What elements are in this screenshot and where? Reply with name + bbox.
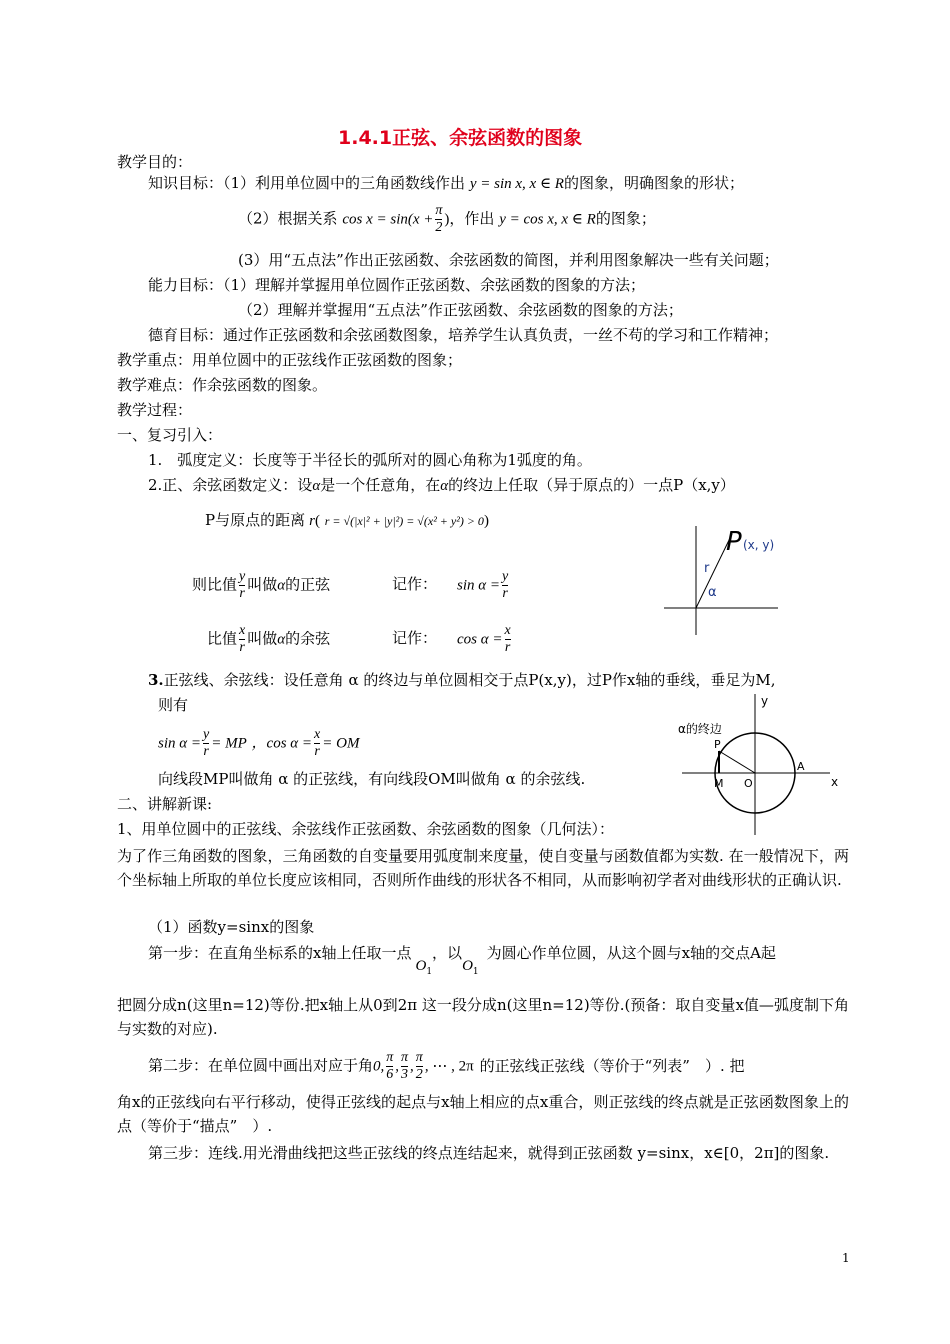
then-we-have: 则有: [158, 696, 189, 714]
k1-formula: y = sin x, x ∈ R: [469, 176, 564, 192]
radian-measure-paragraph: 为了作三角函数的图象，三角函数的自变量要用弧度制来度量，使自变量与函数值都为实数. 在一般情况下，两个坐标轴上所取的单位长度应该相同，否则所作曲线的形状各不相同，从而影响初学者对曲线形状的正确认识.: [117, 847, 849, 889]
point-m-label: M: [714, 777, 724, 790]
origin-label: O: [744, 777, 753, 790]
point-coords-label: (x, y): [743, 538, 775, 552]
knowledge-objective-1: 知识目标：（1）利用单位圆中的三角函数线作出 y = sin x, x ∈ R的图象，明确图象的形状；: [148, 174, 744, 192]
angle-label: α: [708, 585, 717, 600]
step-three: 第三步：连线.用光滑曲线把这些正弦线的终点连结起来，就得到正弦函数 y=sinx，x∈[0，2π]的图象.: [148, 1144, 830, 1162]
trig-lines-formula: sin α = $\frac{y}{r}$ = MP ，cos α = $\frac{x}{r}$ = OM: [158, 727, 360, 759]
teaching-difficulty: 教学难点：作余弦函数的图象。: [117, 376, 328, 394]
distance-formula: P与原点的距离 r( r = √(|x|² + |y|²) = √(x² + y²) > 0): [205, 511, 489, 529]
y-axis-label: y: [761, 694, 769, 708]
unit-circle-figure: [660, 690, 850, 840]
objectives-heading: 教学目的：: [117, 153, 193, 171]
cosine-notation-label: 记作：: [392, 629, 438, 647]
radian-definition: 1. 弧度定义：长度等于半径长的弧所对的圆心角称为1弧度的角。: [148, 451, 592, 469]
page-number: 1: [842, 1251, 850, 1265]
trig-lines-definition: 3.正弦线、余弦线：设任意角 α 的终边与单位圆相交于点P(x,y)，过P作x轴的垂线，垂足为M,: [148, 671, 776, 689]
x-axis-label: x: [831, 775, 839, 789]
point-p-label: P: [714, 738, 721, 751]
sine-notation-label: 记作：: [392, 575, 438, 593]
terminal-side-label: α的终边: [678, 722, 722, 736]
new-lesson-heading: 二、讲解新课:: [117, 795, 213, 813]
ability-objective-1: 能力目标：（1）理解并掌握用单位圆作正弦函数、余弦函数的图象的方法；: [148, 276, 646, 294]
step-two-continued: 角x的正弦线向右平行移动，使得正弦线的起点与x轴上相应的点x重合，则正弦线的终点就是正弦函数图象上的点（等价于“描点” ）.: [117, 1093, 849, 1135]
trig-definition: 2.正、余弦函数定义：设α是一个任意角，在α的终边上任取（异于原点的）一点P（x,y）: [148, 476, 735, 494]
ability-label: 能力目标：: [148, 276, 224, 294]
step-two: 第二步：在单位圆中画出对应于角0, $\frac{\pi}{6}$ , $\frac{\pi}{3}$ , $\frac{\pi}{2}$ , ⋯ , 2π 的正弦线正弦线（等价于“列表” ）. 把: [148, 1050, 745, 1082]
step-one-continued: 把圆分成n(这里n=12)等份.把x轴上从0到2π 这一段分成n(这里n=12)等份.(预备：取自变量x值—弧度制下角与实数的对应).: [117, 996, 849, 1038]
teaching-focus: 教学重点：用单位圆中的正弦线作正弦函数的图象；: [117, 351, 463, 369]
point-a-label: A: [797, 760, 805, 773]
trig-lines-note: 向线段MP叫做角 α 的正弦线，有向线段OM叫做角 α 的余弦线.: [158, 770, 586, 788]
geometric-method-heading: 1、用单位圆中的正弦线、余弦线作正弦函数、余弦函数的图象（几何法）：: [117, 820, 615, 838]
knowledge-objective-3: (3）用“五点法”作出正弦函数、余弦函数的简图，并利用图象解决一些有关问题；: [238, 251, 779, 269]
point-p-label: P: [726, 527, 742, 557]
teaching-process: 教学过程：: [117, 401, 193, 419]
review-heading: 一、复习引入：: [117, 426, 223, 444]
sine-definition: 则比值 $\frac{y}{r}$ 叫做α的正弦: [192, 569, 331, 601]
moral-objective: 德育目标：通过作正弦函数和余弦函数图象，培养学生认真负责，一丝不苟的学习和工作精神；: [148, 326, 779, 344]
sine-notation: sin α = $\frac{y}{r}$: [457, 569, 509, 601]
terminal-side: [719, 751, 755, 773]
sine-graph-heading: （1）函数y=sinx的图象: [148, 918, 315, 936]
ability-objective-2: （2）理解并掌握用“五点法”作正弦函数、余弦函数的图象的方法；: [238, 301, 683, 319]
knowledge-label: 知识目标：: [148, 174, 224, 192]
cosine-definition: 比值 $\frac{x}{r}$ 叫做α的余弦: [207, 623, 331, 655]
page-title: 1.4.1正弦、余弦函数的图象: [338, 127, 583, 149]
radius-label: r: [704, 561, 710, 576]
knowledge-objective-2: （2）根据关系 cos x = sin(x + $\frac{\pi}{2}$ )，作出 y = cos x, x ∈ R的图象；: [238, 203, 656, 235]
trig-definition-figure: [660, 520, 780, 640]
step-one: 第一步：在直角坐标系的x轴上任取一点$O_1$，以$O_1$为圆心作单位圆，从这个圆与x轴的交点A起: [148, 944, 776, 977]
cosine-notation: cos α = $\frac{x}{r}$: [457, 623, 511, 655]
pi-over-2-fraction: $\frac{\pi}{2}$: [435, 203, 443, 235]
